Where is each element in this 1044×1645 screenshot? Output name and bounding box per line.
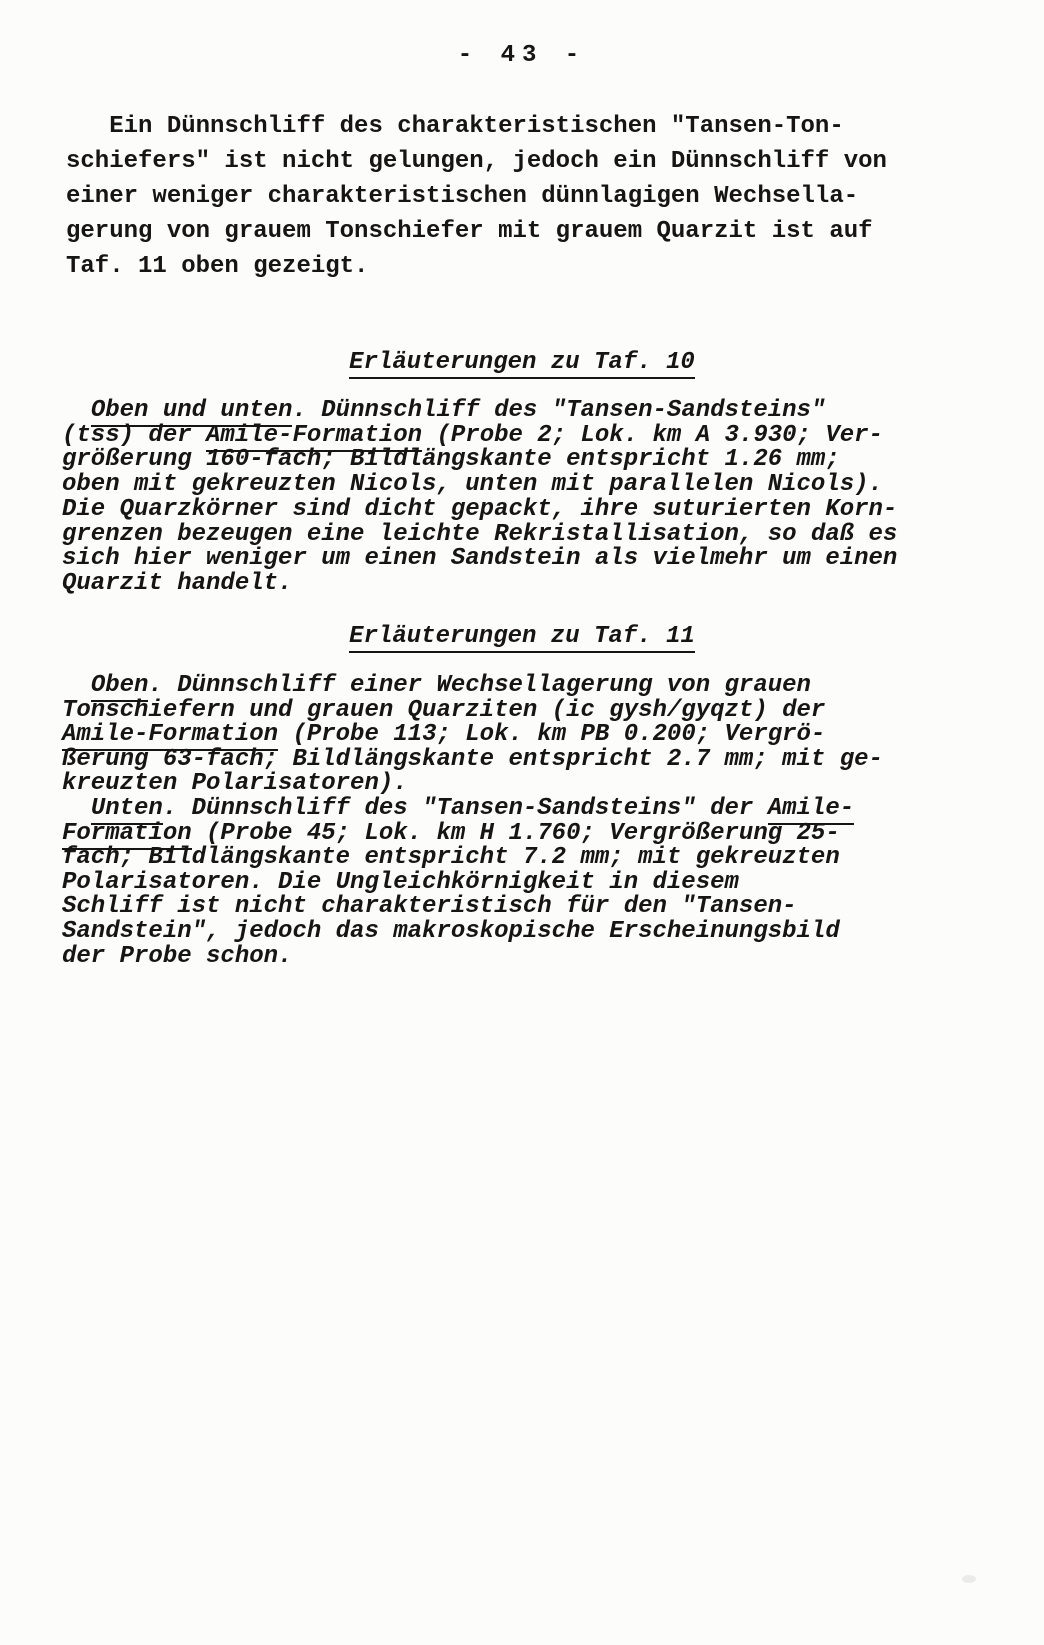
text-line: Formation (Probe 45; Lok. km H 1.760; Vergrößerung 25- [62, 822, 883, 847]
text-line: Amile-Formation (Probe 113; Lok. km PB 0.200; Vergrö- [62, 723, 883, 748]
text-line: gerung von grauem Tonschiefer mit grauem Quarzit ist auf [66, 218, 873, 245]
text-line: Taf. 11 oben gezeigt. [66, 253, 369, 280]
text-line: Sandstein", jedoch das makroskopische Erscheinungsbild [62, 917, 840, 945]
text-line: Polarisatoren. Die Ungleichkörnigkeit in diesem [62, 868, 739, 896]
text-line: Schliff ist nicht charakteristisch für den "Tansen- [62, 893, 797, 921]
text-line: oben mit gekreuzten Nicols, unten mit parallelen Nicols). [62, 471, 883, 499]
text-line: Unten. Dünnschliff des "Tansen-Sandsteins" der Amile- [62, 797, 883, 822]
heading-taf-10 [0, 350, 1044, 376]
text-line: Oben und unten. Dünnschliff des "Tansen-Sandsteins" [62, 399, 897, 424]
heading-taf-11 [0, 624, 1044, 650]
text-line: Erläuterungen zu Taf. 10 [0, 350, 1044, 376]
body-taf-11 [62, 674, 883, 969]
text-line: Erläuterungen zu Taf. 11 [0, 624, 1044, 650]
text-line: der Probe schon. [62, 942, 293, 970]
text-line: fach; Bildlängskante entspricht 7.2 mm; mit gekreuzten [62, 844, 840, 872]
scan-smudge [962, 1575, 976, 1583]
text-line: einer weniger charakteristischen dünnlagigen Wechsella- [66, 183, 859, 210]
text-line: grenzen bezeugen eine leichte Rekristallisation, so daß es [62, 520, 898, 548]
text-line: Oben. Dünnschliff einer Wechsellagerung von grauen [62, 674, 883, 699]
text-line: (tss) der Amile-Formation (Probe 2; Lok. km A 3.930; Ver- [62, 424, 897, 449]
page-number: - 43 - [457, 42, 587, 69]
text-line: Ein Dünnschliff des charakteristischen "Tansen-Ton- [66, 113, 844, 140]
text-line: schiefers" ist nicht gelungen, jedoch ein Dünnschliff von [66, 148, 887, 175]
text-line: Tonschiefern und grauen Quarziten (ic gysh/gyqzt) der [62, 696, 826, 724]
text-line: sich hier weniger um einen Sandstein als vielmehr um einen [62, 545, 898, 573]
intro-paragraph [66, 109, 887, 284]
text-line: Die Quarzkörner sind dicht gepackt, ihre suturierten Korn- [62, 495, 898, 523]
text-line: Quarzit handelt. [62, 569, 293, 597]
text-line: kreuzten Polarisatoren). [62, 770, 408, 798]
text-line: ßerung 63-fach; Bildlängskante entspricht 2.7 mm; mit ge- [62, 745, 883, 773]
text-line: größerung 160-fach; Bildlängskante entspricht 1.26 mm; [62, 446, 840, 474]
body-taf-10 [62, 399, 897, 597]
